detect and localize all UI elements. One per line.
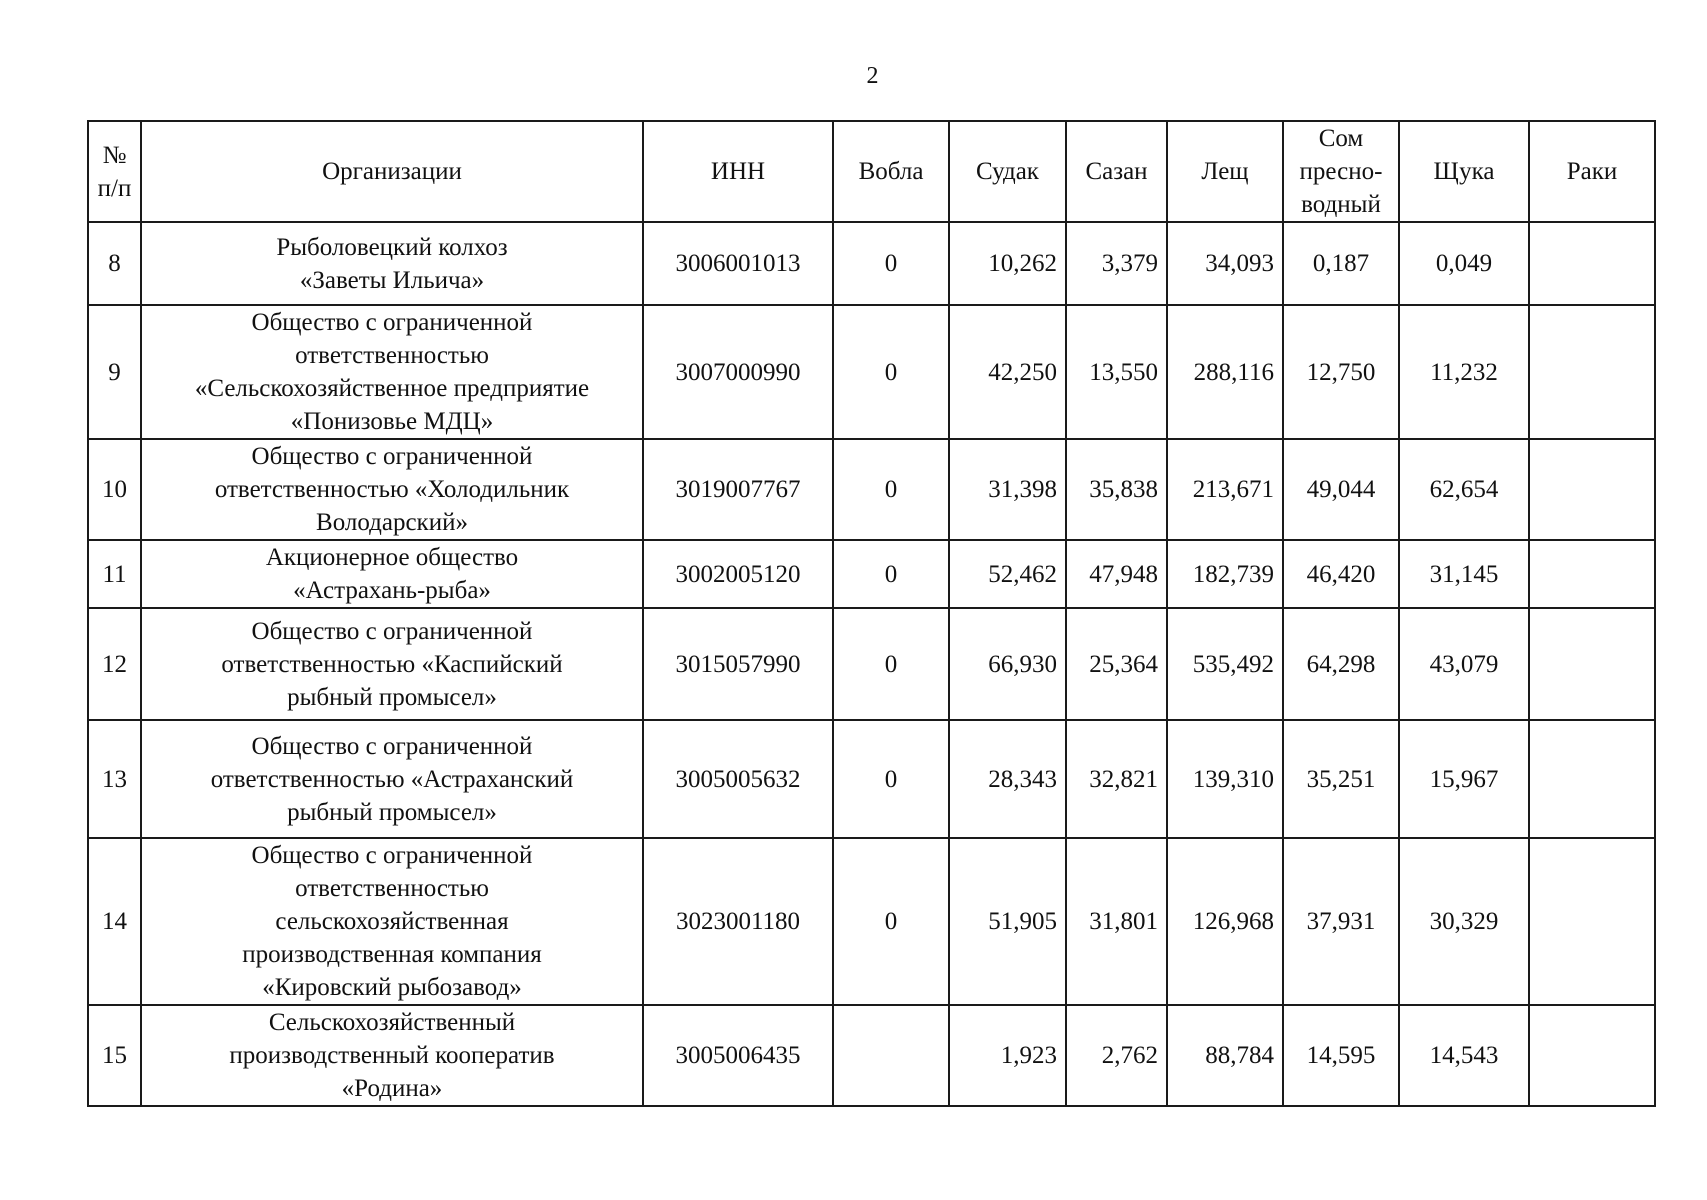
inn-value: 3006001013: [643, 222, 833, 305]
table-row: [88, 608, 1655, 720]
row-number: 10: [88, 439, 141, 540]
shchuka-value: 14,543: [1399, 1005, 1529, 1106]
sudak-value: 31,398: [949, 439, 1066, 540]
vobla-value: 0: [833, 838, 949, 1005]
sudak-value: 52,462: [949, 540, 1066, 608]
header-organization: Организации: [141, 121, 643, 222]
som-value: 35,251: [1283, 720, 1399, 838]
sazan-value: 2,762: [1066, 1005, 1167, 1106]
raki-value: [1529, 838, 1655, 1005]
som-value: 0,187: [1283, 222, 1399, 305]
raki-value: [1529, 608, 1655, 720]
organization-name-line: производственный кооператив: [229, 1042, 555, 1069]
som-value: 49,044: [1283, 439, 1399, 540]
organization-name: [141, 838, 643, 1005]
inn-value: 3002005120: [643, 540, 833, 608]
raki-value: [1529, 305, 1655, 439]
header-sudak: Судак: [949, 121, 1066, 222]
organization-name-line: рыбный промысел»: [287, 683, 497, 711]
sudak-value: 42,250: [949, 305, 1066, 439]
header-number: [88, 121, 141, 222]
organization-name-line: ответственностью: [295, 875, 489, 902]
organization-name-line: рыбный промысел»: [287, 798, 497, 826]
leshch-value: 182,739: [1167, 540, 1283, 608]
table-row: [88, 540, 1655, 608]
header-raki: Раки: [1529, 121, 1655, 222]
leshch-value: 88,784: [1167, 1005, 1283, 1106]
organization-name-line: «Сельскохозяйственное предприятие: [194, 375, 590, 402]
table-row: [88, 1005, 1655, 1106]
header-shchuka: Щука: [1399, 121, 1529, 222]
organization-name: [141, 608, 643, 720]
organization-name-line: «Понизовье МДЦ»: [290, 408, 494, 435]
table-header-row: [88, 121, 1655, 222]
organization-name-line: Володарский»: [316, 509, 468, 536]
leshch-value: 535,492: [1167, 608, 1283, 720]
sazan-value: 25,364: [1066, 608, 1167, 720]
organization-name: [141, 305, 643, 439]
organization-name-line: ответственностью: [295, 342, 489, 369]
leshch-value: 213,671: [1167, 439, 1283, 540]
organization-name-line: производственная компания: [242, 941, 542, 968]
row-number: 9: [88, 305, 141, 439]
organization-name-line: Рыболовецкий колхоз: [276, 233, 508, 261]
row-number: 14: [88, 838, 141, 1005]
organization-name-line: Общество с ограниченной: [251, 842, 533, 869]
organization-name-line: сельскохозяйственная: [275, 908, 509, 935]
sudak-value: 66,930: [949, 608, 1066, 720]
raki-value: [1529, 1005, 1655, 1106]
header-som-line: водный: [1301, 191, 1381, 218]
organization-name-line: Сельскохозяйственный: [268, 1009, 516, 1036]
row-number: 11: [88, 540, 141, 608]
organization-name-line: ответственностью «Холодильник: [214, 476, 570, 503]
som-value: 64,298: [1283, 608, 1399, 720]
organization-name-line: «Кировский рыбозавод»: [262, 974, 522, 1001]
organization-name-line: «Родина»: [341, 1075, 443, 1102]
organization-name-line: Общество с ограниченной: [251, 617, 533, 645]
header-number-line: №: [102, 141, 127, 169]
organization-name-line: Общество с ограниченной: [251, 443, 533, 470]
vobla-value: [833, 1005, 949, 1106]
header-vobla: Вобла: [833, 121, 949, 222]
shchuka-value: 43,079: [1399, 608, 1529, 720]
som-value: 37,931: [1283, 838, 1399, 1005]
inn-value: 3015057990: [643, 608, 833, 720]
organization-name: [141, 1005, 643, 1106]
vobla-value: 0: [833, 540, 949, 608]
header-som-line: Сом: [1318, 125, 1364, 152]
som-value: 46,420: [1283, 540, 1399, 608]
vobla-value: 0: [833, 608, 949, 720]
organization-name-line: Общество с ограниченной: [251, 732, 533, 760]
page-number: 2: [866, 63, 879, 89]
inn-value: 3005006435: [643, 1005, 833, 1106]
som-value: 14,595: [1283, 1005, 1399, 1106]
vobla-value: 0: [833, 222, 949, 305]
shchuka-value: 62,654: [1399, 439, 1529, 540]
vobla-value: 0: [833, 439, 949, 540]
organization-name-line: ответственностью «Каспийский: [221, 650, 563, 678]
row-number: 15: [88, 1005, 141, 1106]
inn-value: 3019007767: [643, 439, 833, 540]
sudak-value: 51,905: [949, 838, 1066, 1005]
vobla-value: 0: [833, 305, 949, 439]
raki-value: [1529, 540, 1655, 608]
sudak-value: 1,923: [949, 1005, 1066, 1106]
sazan-value: 47,948: [1066, 540, 1167, 608]
organization-name-line: Общество с ограниченной: [251, 309, 533, 336]
sazan-value: 31,801: [1066, 838, 1167, 1005]
raki-value: [1529, 439, 1655, 540]
organization-name-line: «Астрахань-рыба»: [293, 577, 491, 604]
shchuka-value: 31,145: [1399, 540, 1529, 608]
header-som-line: пресно-: [1299, 158, 1383, 185]
sazan-value: 32,821: [1066, 720, 1167, 838]
organization-name: [141, 439, 643, 540]
sazan-value: 13,550: [1066, 305, 1167, 439]
organization-name-line: ответственностью «Астраханский: [210, 765, 574, 793]
header-sazan: Сазан: [1066, 121, 1167, 222]
organization-name-line: Акционерное общество: [265, 544, 519, 571]
table-row: [88, 720, 1655, 838]
som-value: 12,750: [1283, 305, 1399, 439]
shchuka-value: 11,232: [1399, 305, 1529, 439]
raki-value: [1529, 222, 1655, 305]
leshch-value: 139,310: [1167, 720, 1283, 838]
sazan-value: 35,838: [1066, 439, 1167, 540]
header-som: [1283, 121, 1399, 222]
shchuka-value: 0,049: [1399, 222, 1529, 305]
organization-name: [141, 540, 643, 608]
header-inn: ИНН: [643, 121, 833, 222]
row-number: 12: [88, 608, 141, 720]
table-row: [88, 838, 1655, 1005]
organization-name-line: «Заветы Ильича»: [299, 266, 485, 294]
organization-name: [141, 222, 643, 305]
header-number-line: п/п: [97, 174, 132, 202]
leshch-value: 126,968: [1167, 838, 1283, 1005]
table-row: [88, 305, 1655, 439]
fish-quota-table: [87, 120, 1656, 1107]
table-row: [88, 222, 1655, 305]
inn-value: 3007000990: [643, 305, 833, 439]
sudak-value: 10,262: [949, 222, 1066, 305]
shchuka-value: 30,329: [1399, 838, 1529, 1005]
organization-name: [141, 720, 643, 838]
leshch-value: 288,116: [1167, 305, 1283, 439]
sudak-value: 28,343: [949, 720, 1066, 838]
row-number: 8: [88, 222, 141, 305]
raki-value: [1529, 720, 1655, 838]
vobla-value: 0: [833, 720, 949, 838]
shchuka-value: 15,967: [1399, 720, 1529, 838]
table-row: [88, 439, 1655, 540]
row-number: 13: [88, 720, 141, 838]
inn-value: 3023001180: [643, 838, 833, 1005]
inn-value: 3005005632: [643, 720, 833, 838]
leshch-value: 34,093: [1167, 222, 1283, 305]
sazan-value: 3,379: [1066, 222, 1167, 305]
header-leshch: Лещ: [1167, 121, 1283, 222]
